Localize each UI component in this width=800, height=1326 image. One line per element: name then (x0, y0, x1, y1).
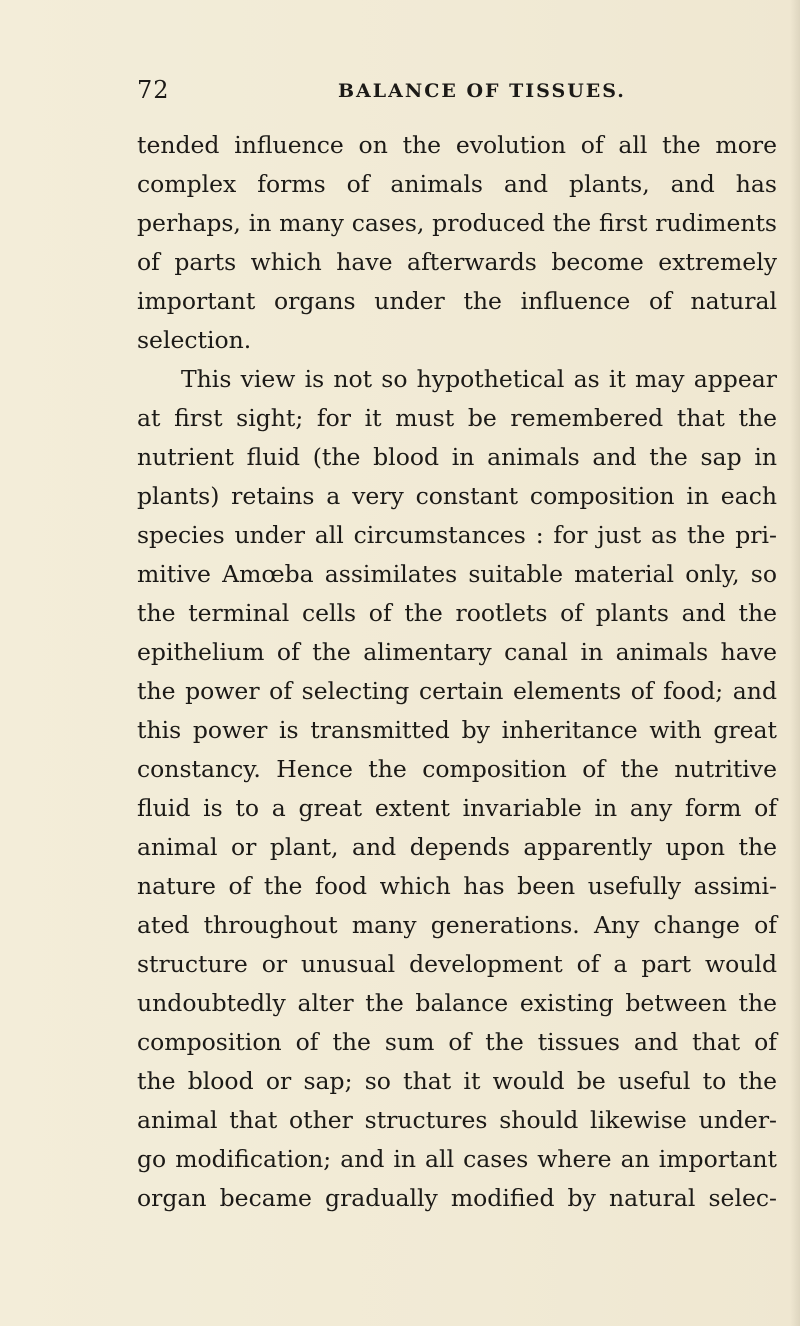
text-line: composition of the sum of the tissues and that of (137, 1028, 777, 1056)
text-line: species under all circumstances : for just as the pri- (137, 521, 777, 549)
text-line: at first sight; for it must be remembered that the (137, 404, 777, 432)
text-line: the power of selecting certain elements of food; and (137, 677, 777, 705)
text-line: animal that other structures should likewise under- (137, 1106, 777, 1134)
text-line: constancy. Hence the composition of the nutritive (137, 755, 777, 783)
text-line: complex forms of animals and plants, and has (137, 170, 777, 198)
page-number: 72 (137, 76, 170, 104)
page-header (137, 76, 777, 106)
text-line: tended influence on the evolution of all the more (137, 131, 777, 159)
text-line: structure or unusual development of a part would (137, 950, 777, 978)
text-line: organ became gradually modified by natural selec- (137, 1184, 777, 1212)
text-line: undoubtedly alter the balance existing between the (137, 989, 777, 1017)
text-line: This view is not so hypothetical as it may appear (181, 365, 777, 393)
text-line: perhaps, in many cases, produced the first rudiments (137, 209, 777, 237)
text-line: fluid is to a great extent invariable in any form of (137, 794, 777, 822)
text-line: ated throughout many generations. Any change of (137, 911, 777, 939)
text-line: mitive Amœba assimilates suitable material only, so (137, 560, 777, 588)
text-line: go modification; and in all cases where an important (137, 1145, 777, 1173)
text-line: the terminal cells of the rootlets of plants and the (137, 599, 777, 627)
page-edge-shadow (790, 0, 800, 1326)
running-title: BALANCE OF TISSUES. (338, 80, 626, 102)
text-line: selection. (137, 326, 252, 354)
text-line: important organs under the influence of natural (137, 287, 777, 315)
text-line: plants) retains a very constant composition in each (137, 482, 777, 510)
text-line: the blood or sap; so that it would be useful to the (137, 1067, 777, 1095)
body-text (137, 126, 777, 1218)
text-line: animal or plant, and depends apparently upon the (137, 833, 777, 861)
text-line: of parts which have afterwards become extremely (137, 248, 777, 276)
text-line: nutrient fluid (the blood in animals and the sap in (137, 443, 777, 471)
text-line: epithelium of the alimentary canal in animals have (137, 638, 777, 666)
text-line: this power is transmitted by inheritance with great (137, 716, 777, 744)
text-line: nature of the food which has been usefully assimi- (137, 872, 777, 900)
